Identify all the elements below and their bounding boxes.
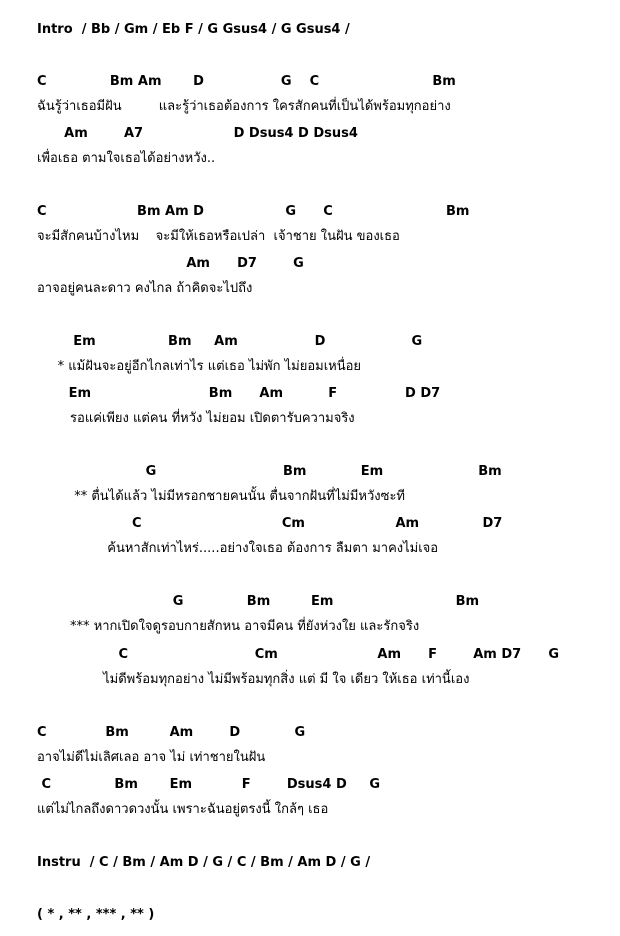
chord-line: G Bm Em Bm bbox=[37, 464, 502, 479]
chord-line: C Bm Am D G bbox=[37, 725, 306, 740]
chord-line: Em Bm Am D G bbox=[37, 334, 423, 349]
instru-line: Instru / C / Bm / Am D / G / C / Bm / Am D / G / bbox=[37, 855, 371, 870]
lyric-line: ฉันรู้ว่าเธอมีฝัน และรู้ว่าเธอต้องการ ใครสักคนที่เป็นได้พร้อมทุกอย่าง bbox=[37, 99, 451, 114]
chord-line: C Bm Am D G C Bm bbox=[37, 74, 456, 89]
chord-line: C Cm Am F Am D7 G bbox=[37, 647, 560, 662]
lyric-line: * แม้ฝันจะอยู่อีกไกลเท่าไร แต่เธอ ไม่พัก ไม่ยอมเหนื่อย bbox=[37, 359, 362, 374]
lyric-line: ไม่ดีพร้อมทุกอย่าง ไม่มีพร้อมทุกสิ่ง แต่ มี ใจ เดียว ให้เธอ เท่านี้เอง bbox=[37, 672, 470, 687]
chord-line: Am A7 D Dsus4 D Dsus4 bbox=[37, 126, 358, 141]
lyric-line: *** หากเปิดใจดูรอบกายสักหน อาจมีคน ที่ยังห่วงใย และรักจริง bbox=[37, 619, 420, 634]
chord-line: C Cm Am D7 bbox=[37, 516, 503, 531]
lyric-line: อาจอยู่คนละดาว คงไกล ถ้าคิดจะไปถึง bbox=[37, 281, 253, 296]
chord-line: Am D7 G bbox=[37, 256, 304, 271]
chord-line: G Bm Em Bm bbox=[37, 594, 480, 609]
chord-line: C Bm Em F Dsus4 D G bbox=[37, 777, 381, 792]
chord-line: C Bm Am D G C Bm bbox=[37, 204, 470, 219]
lyric-line: จะมีสักคนบ้างไหม จะมีให้เธอหรือเปล่า เจ้าชาย ในฝัน ของเธอ bbox=[37, 229, 400, 244]
lyric-line: ค้นหาสักเท่าไหร่.....อย่างใจเธอ ต้องการ ลืมตา มาคงไม่เจอ bbox=[37, 541, 439, 556]
lyric-line: ** ตื่นได้แล้ว ไม่มีหรอกชายคนนั้น ตื่นจากฝันที่ไม่มีหวังซะที bbox=[37, 489, 406, 504]
chord-line: Em Bm Am F D D7 bbox=[37, 386, 441, 401]
order-line: ( * , ** , *** , ** ) bbox=[37, 907, 155, 922]
lyric-line: รอแค่เพียง แต่คน ที่หวัง ไม่ยอม เปิดตารับความจริง bbox=[37, 411, 355, 426]
lyric-line: อาจไม่ดีไม่เลิศเลอ อาจ ไม่ เท่าชายในฝัน bbox=[37, 750, 266, 765]
lyric-line: เพื่อเธอ ตามใจเธอได้อย่างหวัง.. bbox=[37, 151, 216, 166]
lyric-line: แต่ไม่ไกลถึงดาวดวงนั้น เพราะฉันอยู่ตรงนี้ ใกล้ๆ เธอ bbox=[37, 802, 329, 817]
intro-line: Intro / Bb / Gm / Eb F / G Gsus4 / G Gsus4 / bbox=[37, 22, 350, 37]
